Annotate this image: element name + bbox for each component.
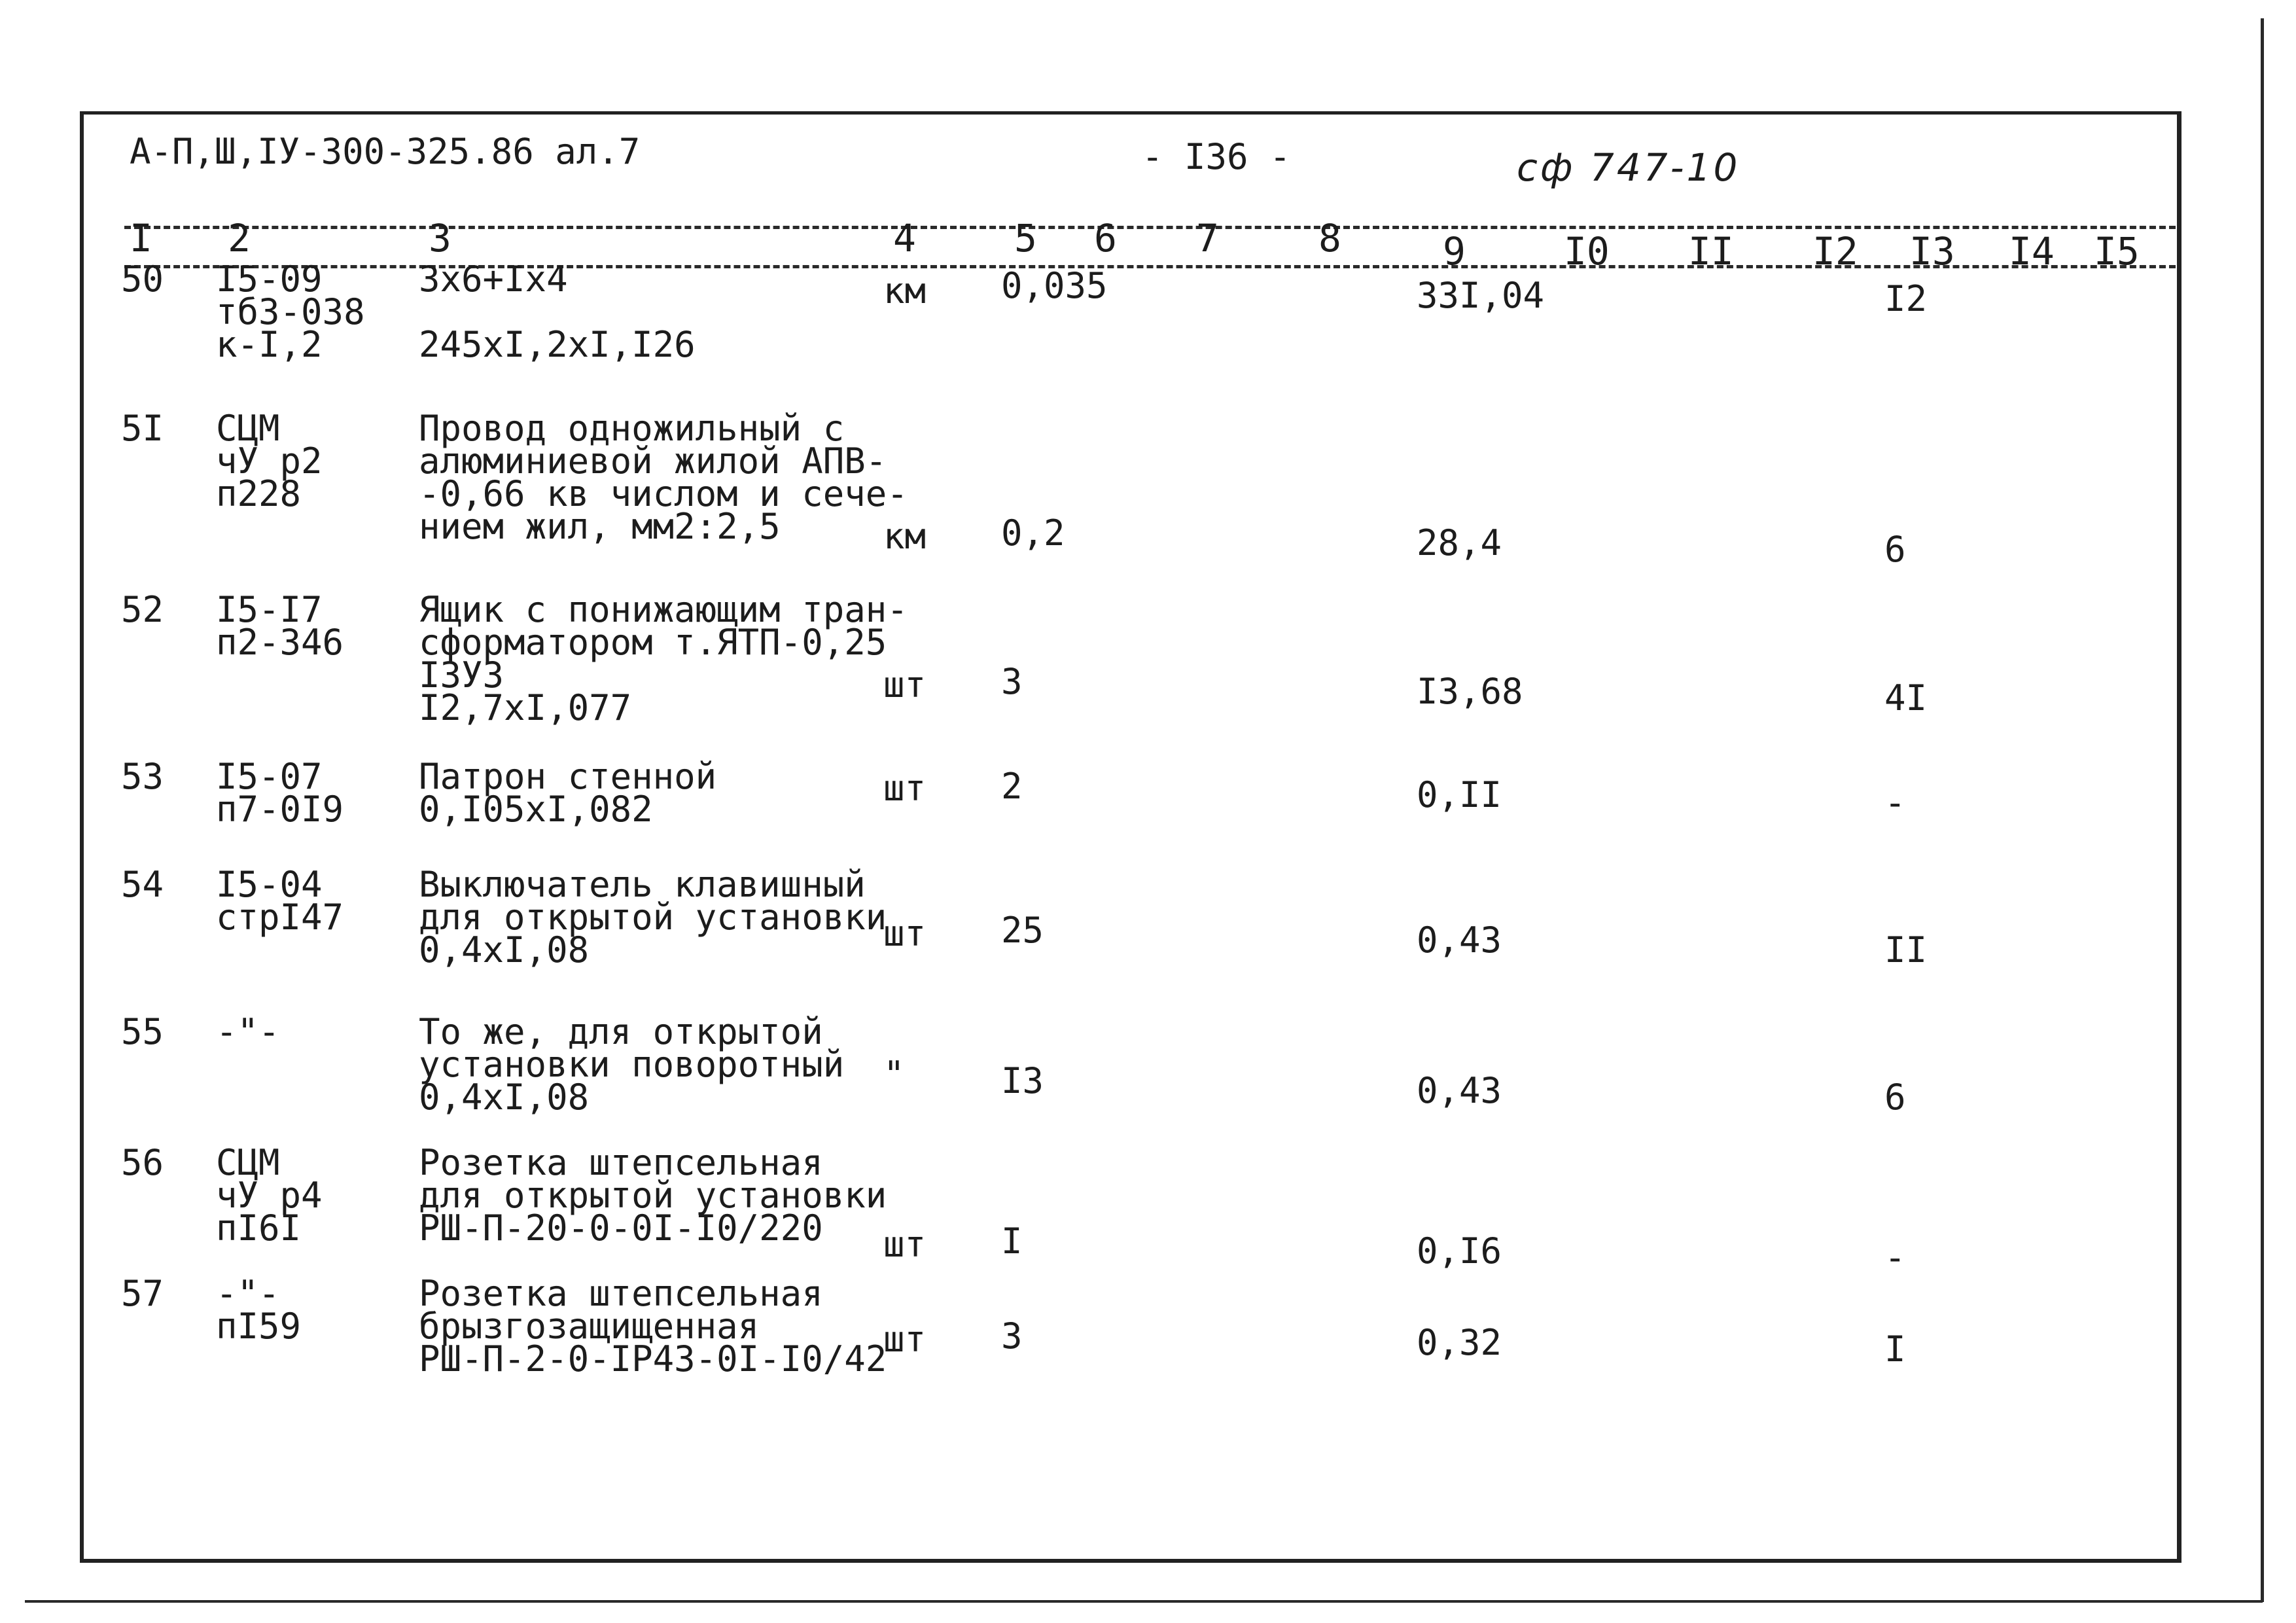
row-number: 56 [121, 1142, 164, 1183]
row-number: 57 [121, 1273, 164, 1314]
row-quantity: I3 [1001, 1060, 1044, 1101]
column-number-4: 4 [893, 216, 916, 260]
row-code-line: I5-I7 [216, 589, 323, 630]
row-description-line: Розетка штепсельная [419, 1142, 823, 1183]
row-col9-value: 0,32 [1417, 1322, 1502, 1363]
row-code-line: к-I,2 [216, 324, 323, 365]
row-description-line: -0,66 кв числом и сече- [419, 473, 908, 514]
row-code-line: п2-346 [216, 622, 344, 663]
row-unit: шт [883, 1224, 927, 1265]
row-col9-value: 0,I6 [1417, 1230, 1502, 1272]
column-number-5: 5 [1014, 216, 1037, 260]
column-number-1: I [130, 216, 152, 260]
row-description-line: Провод одножильный с [419, 408, 845, 449]
row-code-line: тб3-038 [216, 291, 365, 332]
row-number: 50 [121, 259, 164, 300]
page-edge-bottom [25, 1600, 2263, 1603]
row-code-line: I5-04 [216, 864, 323, 905]
column-number-3: 3 [429, 216, 451, 260]
row-unit: шт [883, 664, 927, 705]
row-description-line: Розетка штепсельная [419, 1273, 823, 1314]
row-code-line: стрI47 [216, 897, 344, 938]
row-col13-value: 6 [1884, 1077, 1906, 1118]
row-description-line: установки поворотный [419, 1044, 845, 1085]
row-description-line: I3У3 [419, 654, 504, 696]
row-quantity: 0,2 [1001, 512, 1065, 554]
row-description-line: сформатором т.ЯТП-0,25 [419, 622, 887, 663]
page-number: - I36 - [1142, 136, 1291, 177]
row-description-line: 0,I05xI,082 [419, 789, 653, 830]
row-col13-value: I2 [1884, 278, 1928, 319]
row-col9-value: I3,68 [1417, 671, 1523, 712]
row-quantity: 2 [1001, 766, 1023, 807]
row-unit: шт [883, 1319, 927, 1360]
row-description-line: Ящик с понижающим тран- [419, 589, 908, 630]
column-number-13: I3 [1909, 229, 1955, 274]
row-description-line: 0,4xI,08 [419, 1077, 590, 1118]
row-unit: км [883, 516, 927, 557]
row-quantity: 3 [1001, 1315, 1023, 1357]
row-description-line: 0,4xI,08 [419, 929, 590, 971]
row-number: 52 [121, 589, 164, 630]
row-number: 5I [121, 408, 164, 449]
row-description-line: 3x6+Ix4 [419, 259, 568, 300]
row-col13-value: 4I [1884, 677, 1928, 719]
row-col13-value: 6 [1884, 529, 1906, 570]
row-description-line: Патрон стенной [419, 756, 717, 797]
row-code-line: I5-07 [216, 756, 323, 797]
row-unit: км [883, 270, 927, 312]
row-col13-value: - [1884, 1237, 1906, 1278]
row-description-line: для открытой установки [419, 897, 887, 938]
row-code-line: п228 [216, 473, 302, 514]
column-number-12: I2 [1812, 229, 1858, 274]
row-number: 55 [121, 1011, 164, 1052]
row-description-line: алюминиевой жилой АПВ- [419, 440, 887, 482]
column-number-9: 9 [1443, 229, 1466, 274]
row-quantity: I [1001, 1221, 1023, 1262]
row-description-line: РШ-П-20-0-0I-I0/220 [419, 1207, 823, 1249]
row-description-line: I2,7xI,077 [419, 687, 632, 728]
row-quantity: 0,035 [1001, 265, 1108, 306]
row-code-line: пI59 [216, 1306, 302, 1347]
row-col13-value: II [1884, 929, 1928, 971]
column-number-6: 6 [1094, 216, 1117, 260]
row-code-line: СЦМ [216, 408, 280, 449]
row-code-line: пI6I [216, 1207, 302, 1249]
row-unit: " [883, 1054, 905, 1095]
row-col9-value: 33I,04 [1417, 275, 1545, 316]
row-code-line: чУ р4 [216, 1175, 323, 1216]
column-number-11: II [1688, 229, 1734, 274]
row-number: 53 [121, 756, 164, 797]
table-frame [80, 111, 2181, 1563]
row-col13-value: I [1884, 1329, 1906, 1370]
row-code-line: чУ р2 [216, 440, 323, 482]
column-number-2: 2 [228, 216, 251, 260]
row-unit: шт [883, 913, 927, 954]
row-col9-value: 0,II [1417, 774, 1502, 815]
column-number-8: 8 [1318, 216, 1341, 260]
row-code-line: СЦМ [216, 1142, 280, 1183]
row-description-line: РШ-П-2-0-IР43-0I-I0/42 [419, 1338, 887, 1380]
row-description-line: нием жил, мм2:2,5 [419, 506, 781, 547]
row-col9-value: 0,43 [1417, 1070, 1502, 1111]
row-col9-value: 28,4 [1417, 522, 1502, 563]
row-col13-value: - [1884, 782, 1906, 823]
page-edge-right [2261, 18, 2264, 1602]
row-code-line: I5-09 [216, 259, 323, 300]
row-quantity: 25 [1001, 910, 1044, 951]
row-quantity: 3 [1001, 661, 1023, 702]
row-description-line: 245xI,2xI,I26 [419, 324, 696, 365]
row-number: 54 [121, 864, 164, 905]
archive-stamp: сф 747-10 [1517, 145, 1740, 190]
row-unit: шт [883, 768, 927, 809]
row-code-line: п7-0I9 [216, 789, 344, 830]
column-number-10: I0 [1564, 229, 1610, 274]
column-number-7: 7 [1196, 216, 1219, 260]
row-description-line: брызгозащищенная [419, 1306, 760, 1347]
column-number-15: I5 [2094, 229, 2140, 274]
row-code-line: -"- [216, 1011, 280, 1052]
document-code: А-П,Ш,IУ-300-325.86 ал.7 [130, 131, 641, 172]
row-col9-value: 0,43 [1417, 919, 1502, 961]
row-description-line: Выключатель клавишный [419, 864, 866, 905]
column-number-14: I4 [2009, 229, 2055, 274]
row-code-line: -"- [216, 1273, 280, 1314]
row-description-line: для открытой установки [419, 1175, 887, 1216]
row-description-line: То же, для открытой [419, 1011, 823, 1052]
